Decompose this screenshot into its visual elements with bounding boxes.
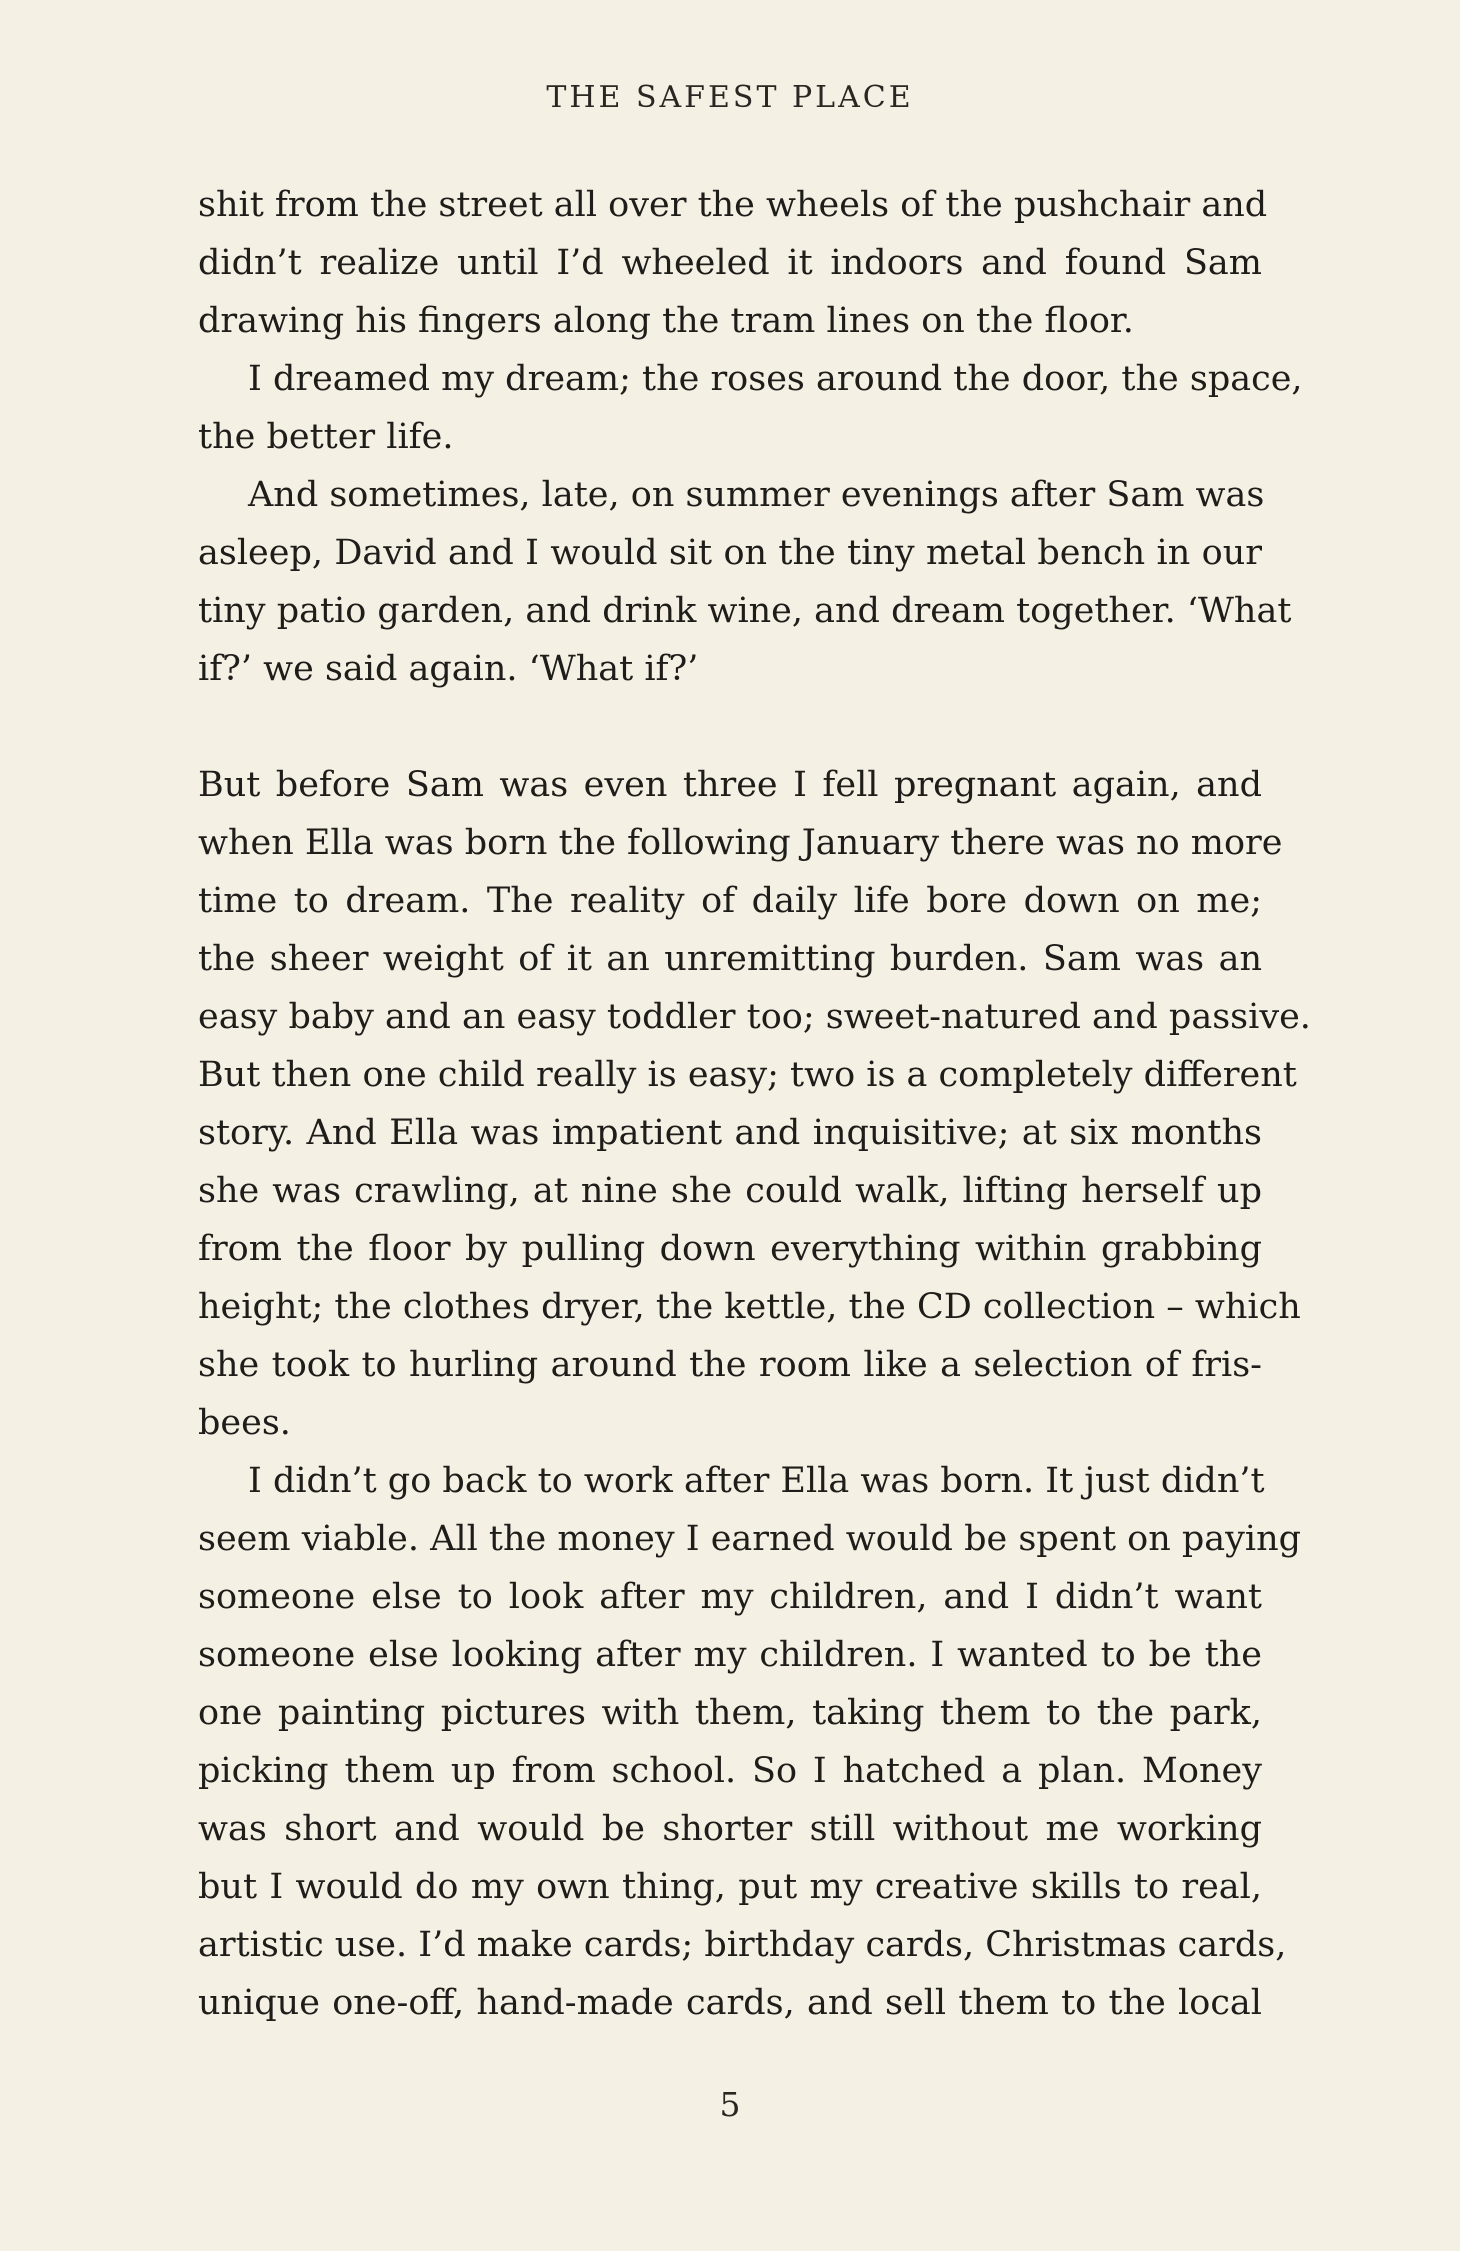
text-line: someone else looking after my children. I wanted to be the [198, 1635, 1262, 1675]
text-line: the sheer weight of it an unremitting burden. Sam was an [198, 939, 1262, 979]
text-line: bees. [198, 1403, 291, 1443]
text-line: shit from the street all over the wheels of the pushchair and [198, 185, 1268, 225]
text-line: didn’t realize until I’d wheeled it indoors and found Sam [198, 243, 1262, 283]
text-line: unique one-off, hand-made cards, and sell them to the local [198, 1983, 1262, 2023]
body-text [198, 176, 1311, 2032]
running-title: THE SAFEST PLACE [546, 80, 914, 115]
text-line: But before Sam was even three I fell pregnant again, and [198, 765, 1262, 805]
text-line: from the floor by pulling down everything within grabbing [198, 1229, 1262, 1269]
text-line: but I would do my own thing, put my creative skills to real, [198, 1867, 1262, 1907]
text-line: if?’ we said again. ‘What if?’ [198, 649, 699, 689]
text-line: easy baby and an easy toddler too; sweet-natured and passive. [198, 997, 1311, 1037]
text-line: the better life. [198, 417, 454, 457]
text-line: artistic use. I’d make cards; birthday cards, Christmas cards, [198, 1925, 1287, 1965]
text-line: she was crawling, at nine she could walk, lifting herself up [198, 1171, 1262, 1211]
text-line: asleep, David and I would sit on the tiny metal bench in our [198, 533, 1262, 573]
text-line: drawing his fingers along the tram lines on the floor. [198, 301, 1134, 341]
section-break [198, 698, 1262, 756]
text-line: story. And Ella was impatient and inquisitive; at six months [198, 1113, 1262, 1153]
text-line: I dreamed my dream; the roses around the door, the space, [248, 359, 1303, 399]
text-line: tiny patio garden, and drink wine, and dream together. ‘What [198, 591, 1292, 631]
text-line: picking them up from school. So I hatched a plan. Money [198, 1751, 1262, 1791]
text-line: But then one child really is easy; two is a completely different [198, 1055, 1297, 1095]
text-line: time to dream. The reality of daily life bore down on me; [198, 881, 1262, 921]
text-line: someone else to look after my children, and I didn’t want [198, 1577, 1262, 1617]
text-line: And sometimes, late, on summer evenings after Sam was [248, 475, 1265, 515]
text-line: seem viable. All the money I earned would be spent on paying [198, 1519, 1302, 1559]
text-line: one painting pictures with them, taking them to the park, [198, 1693, 1262, 1733]
text-line: she took to hurling around the room like a selection of fris- [198, 1345, 1262, 1385]
page-number: 5 [719, 2085, 741, 2124]
text-line: I didn’t go back to work after Ella was born. It just didn’t [248, 1461, 1265, 1501]
text-line: when Ella was born the following January there was no more [198, 823, 1283, 863]
text-line: was short and would be shorter still without me working [198, 1809, 1262, 1849]
text-line: height; the clothes dryer, the kettle, the CD collection – which [198, 1287, 1301, 1327]
